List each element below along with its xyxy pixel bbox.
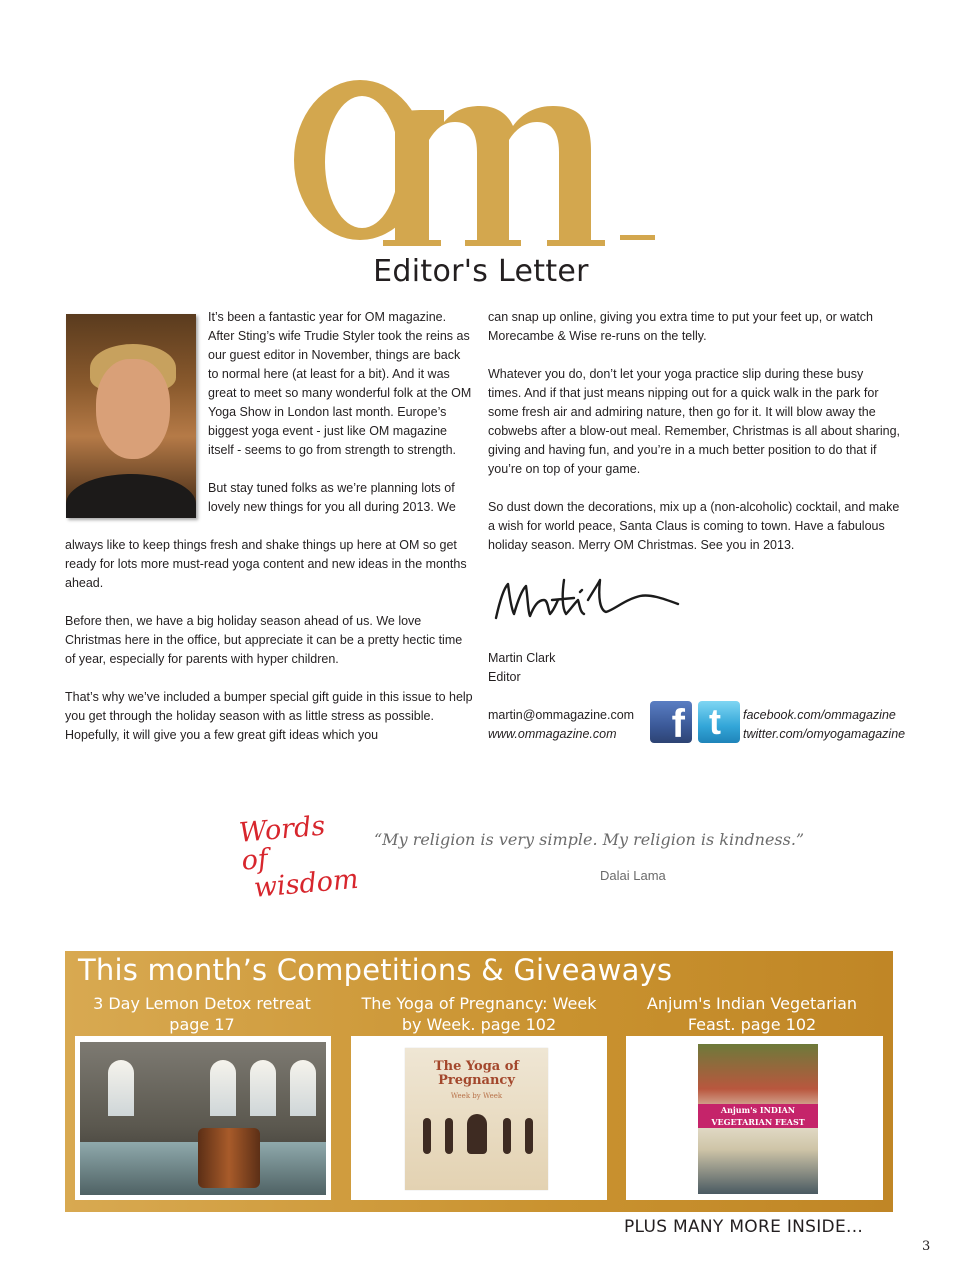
letter-paragraph: But stay tuned folks as we’re planning lots of lovely new things for you all during 2013. We (208, 481, 456, 514)
competitions-title: This month’s Competitions & Giveaways (78, 953, 673, 987)
twitter-icon[interactable]: t (698, 701, 740, 743)
facebook-icon[interactable]: f (650, 701, 692, 743)
book-cover-subtitle: Week by Week (450, 1092, 503, 1100)
letter-paragraph: It’s been a fantastic year for OM magazine. After Sting’s wife Trudie Styler took the reins as our guest editor in November, things are back to normal here (at least for a bit). And it was great to meet so many wonderful folk at the OM Yoga Show in London last month. Europe’s biggest yoga event - just like OM magazine itself - seems to go from strength to strength. (208, 310, 472, 457)
letter-column-left-top (208, 308, 472, 517)
competition-label-vegetarian[interactable]: Anjum's Indian Vegetarian Feast. page 102 (646, 994, 858, 1034)
letter-paragraph: That’s why we’ve included a bumper special gift guide in this issue to help you get through the holiday season with as little stress as possible. Hopefully, it will give you a few great gift ideas which you (65, 690, 473, 742)
letter-column-left-bottom (65, 536, 473, 764)
quote-author: Dalai Lama (600, 868, 666, 883)
letter-column-right (488, 308, 900, 574)
wisdom-title-line1: Words of (237, 810, 327, 877)
om-logo (290, 80, 670, 255)
signer-title: Editor (488, 670, 521, 684)
wisdom-quote: “My religion is very simple. My religion is kindness.” (374, 830, 805, 849)
pregnancy-book-cover (405, 1048, 548, 1190)
website-link[interactable]: www.ommagazine.com (488, 727, 617, 741)
competition-label-pregnancy[interactable]: The Yoga of Pregnancy: Week by Week. page 102 (361, 994, 597, 1034)
letter-paragraph: Whatever you do, don’t let your yoga practice slip during these busy times. And if that just means nipping out for a quick walk in the park for some fresh air and admiring nature, then go for it. It will blow away the cobwebs after a blow-out meal. Remember, Christmas is all about sharing, giving and having fun, and you’re in a much better position to do that if you’re on top of your game. (488, 367, 900, 476)
om-symbol-icon: ॐ (341, 174, 379, 220)
letter-paragraph: So dust down the decorations, mix up a (non-alcoholic) cocktail, and make a wish for world peace, Santa Claus is coming to town. Have a fabulous holiday season. Merry OM Christmas. See you in 2013. (488, 500, 900, 552)
competition-card-detox[interactable] (75, 1036, 331, 1200)
page-title: Editor's Letter (373, 254, 589, 289)
competition-label-detox[interactable]: 3 Day Lemon Detox retreat page 17 (93, 994, 311, 1034)
cookbook-cover (698, 1044, 818, 1194)
competition-card-vegetarian[interactable] (626, 1036, 883, 1200)
twitter-link[interactable]: twitter.com/omyogamagazine (743, 727, 906, 741)
page-number: 3 (922, 1239, 931, 1254)
competition-card-pregnancy[interactable] (351, 1036, 607, 1200)
editor-email-link[interactable]: martin@ommagazine.com (488, 708, 635, 722)
words-of-wisdom-heading (238, 810, 365, 904)
letter-paragraph: Before then, we have a big holiday season ahead of us. We love Christmas here in the office, but appreciate it can be a pretty hectic time of year, especially for parents with hyper children. (65, 614, 463, 666)
editor-photo (66, 314, 196, 518)
plus-more-inside: PLUS MANY MORE INSIDE... (624, 1217, 864, 1237)
letter-paragraph: always like to keep things fresh and shake things up here at OM so get ready for lots more must-read yoga content and new ideas in the months ahead. (65, 538, 467, 590)
letter-paragraph: can snap up online, giving you extra time to put your feet up, or watch Morecambe & Wise re-runs on the telly. (488, 310, 873, 343)
book-cover-title: The Yoga of Pregnancy (433, 1059, 520, 1088)
facebook-link[interactable]: facebook.com/ommagazine (743, 708, 896, 722)
cookbook-cover-title: Anjum's INDIAN VEGETARIAN FEAST (711, 1105, 805, 1127)
spa-retreat-image (80, 1042, 326, 1195)
editor-signature (490, 570, 690, 630)
signer-name: Martin Clark (488, 651, 556, 665)
wisdom-title-line2: wisdom (252, 863, 360, 904)
